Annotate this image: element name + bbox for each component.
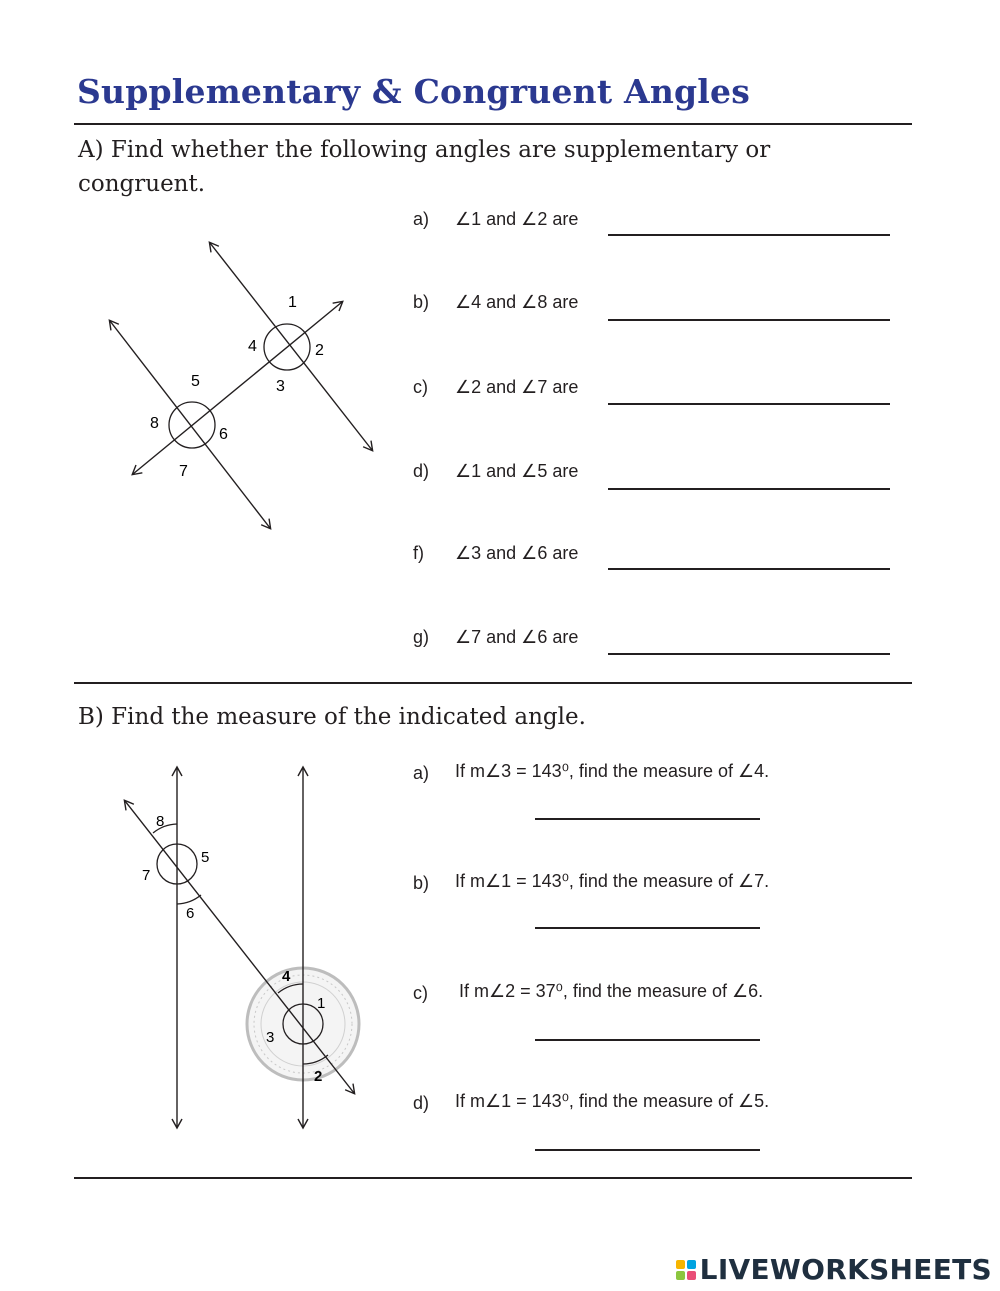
- question-text: If m∠3 = 143⁰, find the measure of ∠4.: [455, 761, 770, 781]
- answer-blank[interactable]: [535, 927, 760, 929]
- question-letter: d): [413, 461, 430, 481]
- angle-label: 3: [266, 1029, 275, 1046]
- angle-label: 8: [156, 813, 165, 830]
- question-letter: b): [413, 873, 430, 893]
- parallel-line-lower: [110, 321, 270, 528]
- section-a-heading: A) Find whether the following angles are supplementary or congruent.: [78, 137, 771, 197]
- angle-label: 5: [191, 373, 200, 390]
- question-letter: b): [413, 292, 430, 312]
- section-b-figure: [100, 755, 390, 1135]
- angle-label: 3: [276, 378, 285, 395]
- question-letter: a): [413, 763, 430, 783]
- angle-label: 1: [317, 995, 326, 1012]
- title-divider: [74, 123, 912, 125]
- answer-blank[interactable]: [608, 653, 890, 655]
- question-letter: c): [413, 983, 428, 1003]
- section-b-heading: B) Find the measure of the indicated angle.: [78, 704, 586, 730]
- angle-label: 8: [150, 415, 159, 432]
- transversal-line: [133, 302, 342, 474]
- question-letter: d): [413, 1093, 430, 1113]
- answer-blank[interactable]: [535, 818, 760, 820]
- question-text: If m∠1 = 143⁰, find the measure of ∠5.: [455, 1091, 770, 1111]
- section-divider: [74, 682, 912, 684]
- answer-blank[interactable]: [535, 1039, 760, 1041]
- angle-label: 5: [201, 849, 210, 866]
- question-text: If m∠1 = 143⁰, find the measure of ∠7.: [455, 871, 770, 891]
- logo-tile: [687, 1260, 696, 1269]
- angle-label: 4: [248, 338, 257, 355]
- liveworksheets-logo-icon: [676, 1260, 696, 1280]
- angle-label: 6: [219, 426, 228, 443]
- question-text: ∠1 and ∠2 are: [455, 209, 579, 229]
- angle-label: 7: [142, 867, 151, 884]
- logo-tile: [676, 1271, 685, 1280]
- answer-blank[interactable]: [608, 488, 890, 490]
- logo-tile: [687, 1271, 696, 1280]
- question-letter: a): [413, 209, 430, 229]
- question-text: ∠7 and ∠6 are: [455, 627, 579, 647]
- answer-blank[interactable]: [608, 568, 890, 570]
- brand-name: LIVEWORKSHEETS: [699, 1253, 992, 1286]
- angle-label: 1: [288, 294, 297, 311]
- question-letter: c): [413, 377, 428, 397]
- transversal-line: [125, 801, 354, 1093]
- question-text: ∠1 and ∠5 are: [455, 461, 579, 481]
- bottom-divider: [74, 1177, 912, 1179]
- logo-tile: [676, 1260, 685, 1269]
- parallel-line-upper: [210, 243, 372, 450]
- liveworksheets-brand: [676, 1253, 992, 1286]
- answer-blank[interactable]: [535, 1149, 760, 1151]
- worksheet-title: Supplementary & Congruent Angles: [77, 72, 750, 111]
- question-text: If m∠2 = 37⁰, find the measure of ∠6.: [459, 981, 764, 1001]
- angle-label: 4: [282, 968, 291, 985]
- question-text: ∠2 and ∠7 are: [455, 377, 579, 397]
- section-a-figure: [90, 225, 390, 545]
- answer-blank[interactable]: [608, 403, 890, 405]
- answer-blank[interactable]: [608, 319, 890, 321]
- question-text: ∠4 and ∠8 are: [455, 292, 579, 312]
- question-text: ∠3 and ∠6 are: [455, 543, 579, 563]
- angle-label: 2: [314, 1068, 323, 1085]
- question-letter: g): [413, 627, 430, 647]
- angle-label: 6: [186, 905, 195, 922]
- question-letter: f): [413, 543, 424, 563]
- angle-label: 2: [315, 342, 324, 359]
- answer-blank[interactable]: [608, 234, 890, 236]
- angle-label: 7: [179, 463, 188, 480]
